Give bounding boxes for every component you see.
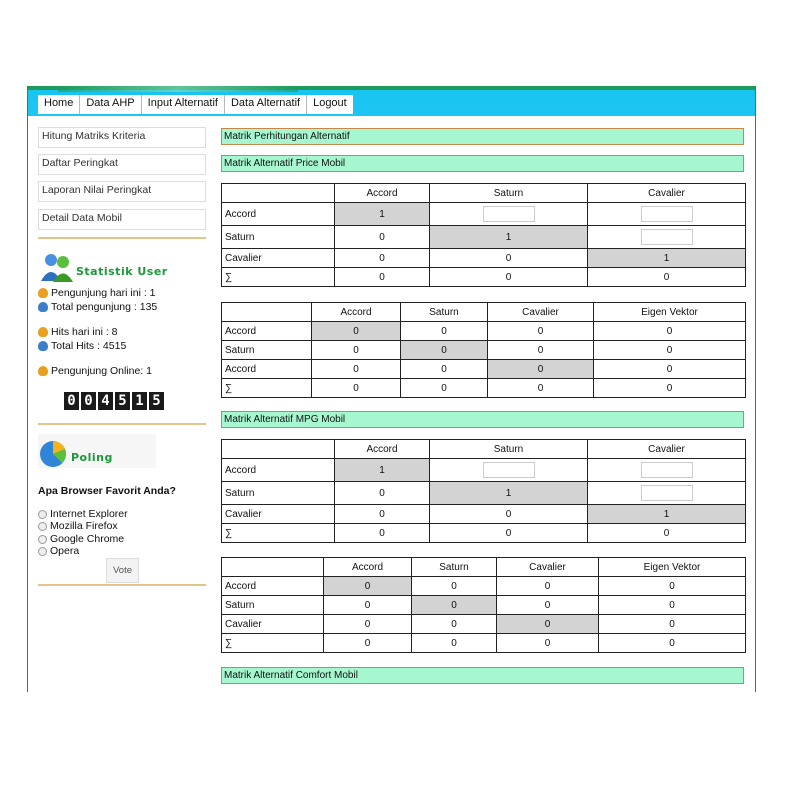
table-cell (588, 459, 746, 482)
stat-hits-today: Hits hari ini : 8 (38, 326, 118, 338)
table-header: Cavalier (588, 184, 746, 203)
table-header: Saturn (430, 184, 588, 203)
section-title-mpg: Matrik Alternatif MPG Mobil (221, 411, 744, 428)
stats-title: Statistik User (76, 265, 168, 278)
table-cell: 0 (312, 379, 401, 398)
table-cell: 0 (430, 249, 588, 268)
table-cell: 0 (401, 360, 488, 379)
table-cell: 0 (324, 577, 412, 596)
sidebar-divider (38, 237, 206, 239)
table-cell (588, 482, 746, 505)
table-cell: 0 (335, 524, 430, 543)
table-cell: 0 (401, 322, 488, 341)
table-header: Accord (335, 440, 430, 459)
user-orange-icon (38, 366, 48, 376)
page-title: Matrik Perhitungan Alternatif (221, 128, 744, 145)
row-label: Accord (222, 203, 335, 226)
table-cell: 0 (401, 341, 488, 360)
poll-option[interactable]: Google Chrome (38, 533, 124, 545)
nav-data-alternatif[interactable]: Data Alternatif (225, 95, 307, 114)
poll-question: Apa Browser Favorit Anda? (38, 485, 176, 497)
pairwise-table-price (221, 183, 746, 287)
table-cell: 1 (430, 482, 588, 505)
row-label: Saturn (222, 226, 335, 249)
table-header: Saturn (430, 440, 588, 459)
poll-option[interactable]: Opera (38, 545, 79, 557)
row-label: Cavalier (222, 615, 324, 634)
table-cell: 0 (412, 577, 497, 596)
table-header: Accord (324, 558, 412, 577)
stat-total-hits: Total Hits : 4515 (38, 340, 126, 352)
table-cell: 0 (412, 634, 497, 653)
comparison-input[interactable] (641, 206, 693, 222)
table-header (222, 440, 335, 459)
table-cell: 0 (335, 505, 430, 524)
table-header (222, 558, 324, 577)
table-header: Eigen Vektor (599, 558, 746, 577)
table-cell: 0 (312, 341, 401, 360)
nav-data-ahp[interactable]: Data AHP (80, 95, 141, 114)
table-cell: 0 (335, 226, 430, 249)
app-frame (27, 86, 756, 692)
table-header (222, 303, 312, 322)
table-cell: 0 (488, 379, 594, 398)
table-header: Cavalier (488, 303, 594, 322)
table-cell: 0 (594, 379, 746, 398)
hit-counter (64, 392, 164, 410)
table-cell: 0 (312, 322, 401, 341)
counter-digit: 1 (132, 392, 147, 410)
stat-today-visitors: Pengunjung hari ini : 1 (38, 287, 156, 299)
table-cell: 1 (335, 203, 430, 226)
table-cell: 1 (588, 249, 746, 268)
sidebar-divider (38, 584, 206, 586)
table-cell: 0 (497, 596, 599, 615)
table-cell (430, 203, 588, 226)
users-icon (40, 251, 74, 283)
comparison-input[interactable] (641, 229, 693, 245)
row-label: Saturn (222, 341, 312, 360)
table-cell: 0 (335, 482, 430, 505)
table-cell: 0 (401, 379, 488, 398)
table-cell: 0 (324, 615, 412, 634)
sidebar-link-detail-mobil[interactable]: Detail Data Mobil (38, 209, 206, 230)
radio-button[interactable] (38, 547, 47, 556)
counter-digit: 5 (115, 392, 130, 410)
table-header: Cavalier (497, 558, 599, 577)
table-cell: 1 (335, 459, 430, 482)
poll-option[interactable]: Mozilla Firefox (38, 520, 118, 532)
pie-chart-icon (38, 439, 68, 469)
table-cell: 0 (594, 322, 746, 341)
table-cell: 0 (412, 615, 497, 634)
table-cell: 0 (594, 341, 746, 360)
table-cell: 0 (588, 268, 746, 287)
table-cell: 0 (488, 341, 594, 360)
table-cell: 0 (324, 596, 412, 615)
stat-total-visitors: Total pengunjung : 135 (38, 301, 157, 313)
table-header: Eigen Vektor (594, 303, 746, 322)
stat-online: Pengunjung Online: 1 (38, 365, 152, 377)
row-label: Saturn (222, 482, 335, 505)
poll-title: Poling (71, 451, 113, 464)
counter-digit: 0 (64, 392, 79, 410)
row-label: ∑ (222, 268, 335, 287)
row-label: Saturn (222, 596, 324, 615)
section-title-price: Matrik Alternatif Price Mobil (221, 155, 744, 172)
table-cell: 0 (430, 268, 588, 287)
sidebar-link-hitung-matriks[interactable]: Hitung Matriks Kriteria (38, 127, 206, 148)
sidebar-divider (38, 423, 206, 425)
eigen-table-price (221, 302, 746, 398)
table-header: Cavalier (588, 440, 746, 459)
nav-home[interactable]: Home (38, 95, 80, 114)
table-header: Saturn (401, 303, 488, 322)
table-cell: 0 (599, 577, 746, 596)
banner-decoration (58, 86, 298, 92)
counter-digit: 4 (98, 392, 113, 410)
table-cell: 0 (497, 615, 599, 634)
user-orange-icon (38, 327, 48, 337)
table-cell: 0 (335, 268, 430, 287)
row-label: Accord (222, 322, 312, 341)
main-nav (38, 95, 353, 114)
comparison-input[interactable] (483, 206, 535, 222)
comparison-input[interactable] (641, 462, 693, 478)
comparison-input[interactable] (483, 462, 535, 478)
radio-button[interactable] (38, 510, 47, 519)
row-label: Accord (222, 459, 335, 482)
table-cell (588, 203, 746, 226)
table-header (222, 184, 335, 203)
nav-input-alternatif[interactable]: Input Alternatif (142, 95, 225, 114)
section-title-comfort: Matrik Alternatif Comfort Mobil (221, 667, 744, 684)
table-cell: 0 (497, 634, 599, 653)
table-cell: 1 (588, 505, 746, 524)
nav-logout[interactable]: Logout (313, 97, 347, 109)
table-cell: 0 (599, 634, 746, 653)
row-label: Cavalier (222, 249, 335, 268)
table-cell: 0 (335, 249, 430, 268)
table-cell: 0 (588, 524, 746, 543)
table-cell: 0 (599, 615, 746, 634)
radio-button[interactable] (38, 522, 47, 531)
poll-option[interactable]: Internet Explorer (38, 508, 128, 520)
table-header: Accord (312, 303, 401, 322)
table-cell: 0 (497, 577, 599, 596)
table-cell (588, 226, 746, 249)
table-header: Saturn (412, 558, 497, 577)
row-label: ∑ (222, 634, 324, 653)
user-blue-icon (38, 302, 48, 312)
table-header: Accord (335, 184, 430, 203)
sidebar-link-daftar-peringkat[interactable]: Daftar Peringkat (38, 154, 206, 175)
top-banner (28, 86, 755, 116)
user-blue-icon (38, 341, 48, 351)
pairwise-table-mpg (221, 439, 746, 543)
table-cell: 0 (312, 360, 401, 379)
table-cell: 0 (412, 596, 497, 615)
user-orange-icon (38, 288, 48, 298)
table-cell: 0 (599, 596, 746, 615)
row-label: Cavalier (222, 505, 335, 524)
eigen-table-mpg (221, 557, 746, 653)
row-label: Accord (222, 360, 312, 379)
row-label: ∑ (222, 379, 312, 398)
comparison-input[interactable] (641, 485, 693, 501)
table-cell: 0 (324, 634, 412, 653)
table-cell: 0 (430, 524, 588, 543)
row-label: Accord (222, 577, 324, 596)
sidebar-link-laporan[interactable]: Laporan Nilai Peringkat (38, 181, 206, 202)
row-label: ∑ (222, 524, 335, 543)
table-cell: 0 (488, 360, 594, 379)
counter-digit: 5 (149, 392, 164, 410)
table-cell: 0 (430, 505, 588, 524)
table-cell: 0 (594, 360, 746, 379)
radio-button[interactable] (38, 535, 47, 544)
table-cell (430, 459, 588, 482)
table-cell: 1 (430, 226, 588, 249)
counter-digit: 0 (81, 392, 96, 410)
vote-button[interactable]: Vote (106, 558, 139, 583)
table-cell: 0 (488, 322, 594, 341)
